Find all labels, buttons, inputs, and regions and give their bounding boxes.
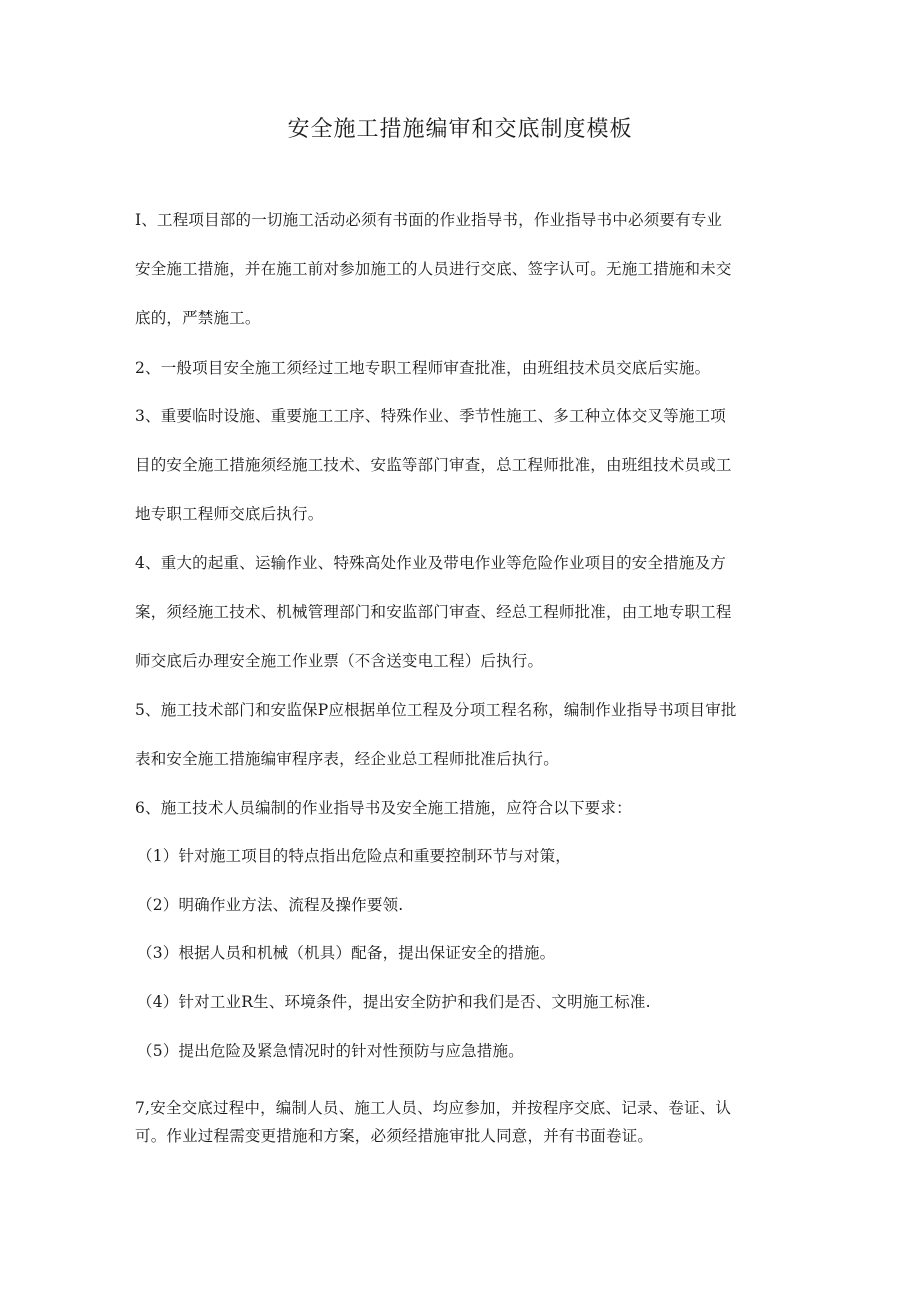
- paragraph-line: 5、施工技术部门和安监保P应根据单位工程及分项工程名称，编制作业指导书项目审批: [135, 701, 737, 719]
- paragraph-line: 底的，严禁施工。: [135, 309, 261, 327]
- paragraph-line: 2、一般项目安全施工须经过工地专职工程师审查批准，由班组技术员交底后实施。: [135, 359, 711, 377]
- paragraph-line: 师交底后办理安全施工作业票（不含送变电工程）后执行。: [135, 652, 544, 670]
- paragraph-line: I、工程项目部的一切施工活动必须有书面的作业指导书，作业指导书中必须要有专业: [135, 211, 723, 229]
- paragraph-line: 可。作业过程需变更措施和方案，必须经措施审批人同意，并有书面卷证。: [135, 1127, 654, 1145]
- paragraph-line: 表和安全施工措施编审程序表，经企业总工程师批准后执行。: [135, 750, 559, 768]
- list-item: （1）针对施工项目的特点指出危险点和重要控制环节与对策，: [137, 847, 571, 865]
- paragraph-line: 地专职工程师交底后执行。: [135, 505, 324, 523]
- paragraph-line: 7,安全交底过程中，编制人员、施工人员、均应参加，并按程序交底、记录、卷证、认: [135, 1099, 732, 1117]
- paragraph-line: 目的安全施工措施须经施工技术、安监等部门审查，总工程师批准，由班组技术员或工: [135, 456, 732, 474]
- paragraph-line: 案，须经施工技术、机械管理部门和安监部门审查、经总工程师批准，由工地专职工程: [135, 603, 732, 621]
- list-item: （2）明确作业方法、流程及操作要领.: [137, 896, 404, 914]
- list-item: （4）针对工业R生、环境条件，提出安全防护和我们是否、文明施工标准.: [137, 993, 651, 1011]
- list-item: （3）根据人员和机械（机具）配备，提出保证安全的措施。: [137, 944, 556, 962]
- paragraph-line: 3、重要临时设施、重要施工工序、特殊作业、季节性施工、多工种立体交叉等施工项: [135, 407, 726, 425]
- paragraph-line: 6、施工技术人员编制的作业指导书及安全施工措施，应符合以下要求：: [135, 799, 632, 817]
- list-item: （5）提出危险及紧急情况时的针对性预防与应急措施。: [137, 1042, 524, 1060]
- paragraph-line: 4、重大的起重、运输作业、特殊高处作业及带电作业等危险作业项目的安全措施及方: [135, 554, 726, 572]
- paragraph-line: 安全施工措施，并在施工前对参加施工的人员进行交底、签字认可。无施工措施和未交: [135, 260, 732, 278]
- document-title: 安全施工措施编审和交底制度模板: [287, 117, 633, 142]
